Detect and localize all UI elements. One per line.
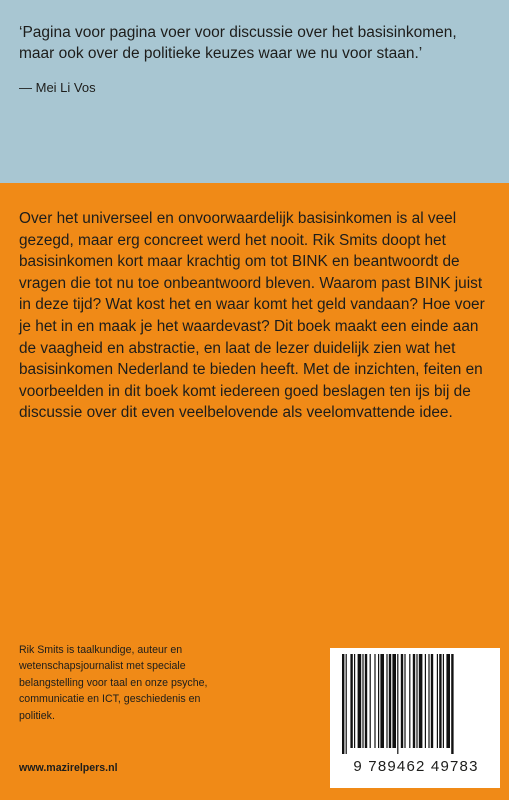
barcode-bar	[425, 654, 426, 748]
barcode-bar	[397, 654, 398, 754]
barcode-bar	[409, 654, 410, 748]
publisher-website: www.mazirelpers.nl	[19, 762, 118, 774]
quote-band	[0, 0, 509, 183]
barcode-bar	[451, 654, 453, 754]
blurb-text: Over het universeel en onvoorwaardelijk basisinkomen is al veel gezegd, maar erg concreet werd het nooit. Rik Smits doopt het basisinkomen kort maar krachtig om tot BINK en beantwoordt de vragen die tot nu toe onbeantwoord bleven. Waarom past BINK juist in deze tijd? Wat kost het en waar komt het geld vandaan? Hoe voer je het in en maak je het waardevast? Dit boek maakt een einde aan de vaagheid en abstractie, en laat de lezer duidelijk zien wat het basisinkomen Nederland te bieden heeft. Met de inzichten, feiten en voorbeelden in dit boek komt iedereen goed beslagen ten ijs bij de discussie over dit even veelbelovende als veelomvattende idee.	[19, 210, 485, 422]
barcode-bar	[370, 654, 371, 748]
barcode-icon	[338, 654, 494, 754]
barcode-bar	[358, 654, 362, 748]
barcode-bar	[428, 654, 429, 748]
barcode-bar	[401, 654, 403, 748]
barcode-bar	[362, 654, 363, 748]
barcode-bar	[380, 654, 384, 748]
barcode-bar	[446, 654, 450, 748]
barcode-bar	[431, 654, 433, 748]
barcode-bar	[389, 654, 391, 748]
barcode-bar	[392, 654, 396, 748]
barcode-bar	[386, 654, 387, 748]
barcode-bar	[342, 654, 344, 754]
barcode-bar	[346, 654, 347, 754]
barcode-bar	[439, 654, 441, 748]
author-bio: Rik Smits is taalkundige, auteur en wetenschapsjournalist met speciale belangstelling voor taal en onze psyche, communicatie en ICT, geschiedenis en politiek.	[19, 644, 208, 722]
quote-author: — Mei Li Vos	[19, 80, 96, 95]
barcode-bar	[354, 654, 355, 748]
barcode-bar	[374, 654, 375, 748]
barcode-bar	[413, 654, 415, 748]
barcode-bar	[443, 654, 444, 748]
barcode-bar	[404, 654, 405, 748]
barcode-bar	[378, 654, 379, 748]
isbn-number: 9 789462 49783	[353, 758, 479, 775]
barcode-bar	[350, 654, 352, 748]
endorsement-quote: ‘Pagina voor pagina voer voor discussie over het basisinkomen, maar ook over de politieke keuzes waar we nu voor staan.’	[19, 24, 457, 62]
barcode-bar	[437, 654, 438, 748]
barcode-panel	[330, 648, 500, 788]
barcode-bar	[365, 654, 367, 748]
barcode-bar	[416, 654, 417, 748]
barcode-bar	[419, 654, 423, 748]
